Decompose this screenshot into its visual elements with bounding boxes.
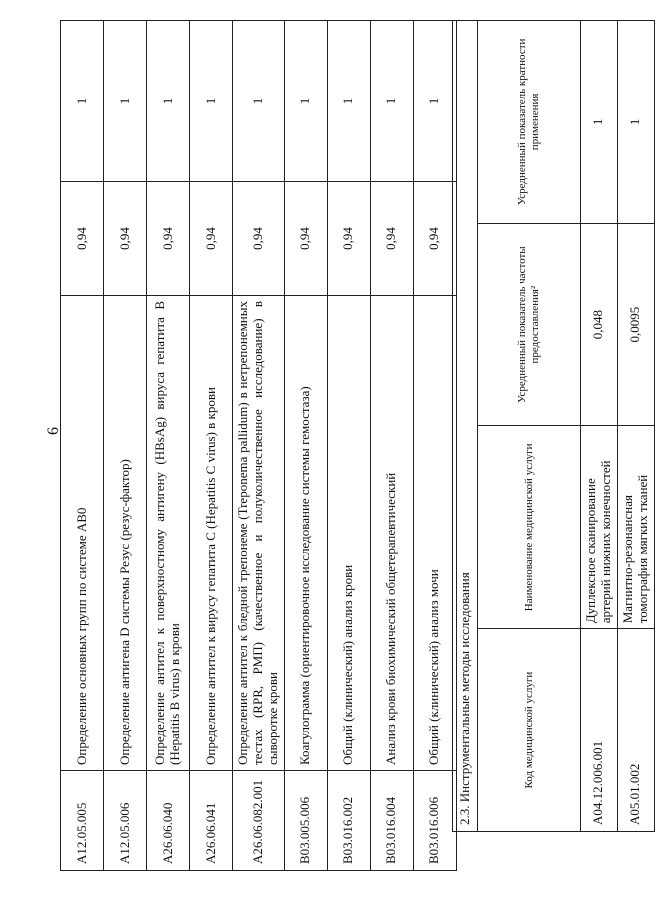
column-header-frequency: Усредненный показатель частоты предоставления² bbox=[478, 223, 581, 426]
column-header-code: Код медицинской услуги bbox=[478, 629, 581, 832]
column-header-name: Наименование медицинской услуги bbox=[478, 426, 581, 629]
service-name: Определение антигена D системы Резус (резус-фактор) bbox=[104, 296, 147, 771]
multiplicity-value: 1 bbox=[370, 21, 413, 182]
table-row bbox=[190, 21, 233, 871]
service-name: Определение антител к бледной трепонеме (Treponema pallidum) в нетрепонемных тестах (RPR, РМП) (качественное и полуколичественное исследование) в сыворотке крови bbox=[233, 296, 285, 771]
table-row bbox=[61, 21, 104, 871]
service-code: A26.06.040 bbox=[147, 771, 190, 871]
service-code: B03.016.002 bbox=[327, 771, 370, 871]
service-name: Определение антител к вирусу гепатита C (Hepatitis C virus) в крови bbox=[190, 296, 233, 771]
section-row bbox=[453, 21, 478, 832]
page-number: 6 bbox=[45, 427, 62, 435]
service-name: Коагулограмма (ориентировочное исследование системы гемостаза) bbox=[284, 296, 327, 771]
instrumental-methods-table bbox=[452, 20, 655, 832]
service-code: B03.016.004 bbox=[370, 771, 413, 871]
multiplicity-value: 1 bbox=[61, 21, 104, 182]
service-code: A04.12.006.001 bbox=[581, 629, 618, 832]
header-row bbox=[478, 21, 581, 832]
multiplicity-value: 1 bbox=[413, 21, 456, 182]
multiplicity-value: 1 bbox=[147, 21, 190, 182]
section-title: 2.3. Инструментальные методы исследования bbox=[453, 21, 478, 832]
multiplicity-value: 1 bbox=[190, 21, 233, 182]
frequency-value: 0,94 bbox=[413, 182, 456, 296]
frequency-value: 0,94 bbox=[233, 182, 285, 296]
multiplicity-value: 1 bbox=[327, 21, 370, 182]
frequency-value: 0,94 bbox=[61, 182, 104, 296]
multiplicity-value: 1 bbox=[581, 21, 618, 224]
service-name: Общий (клинический) анализ крови bbox=[327, 296, 370, 771]
multiplicity-value: 1 bbox=[284, 21, 327, 182]
frequency-value: 0,94 bbox=[190, 182, 233, 296]
rotated-page-content bbox=[60, 20, 650, 871]
frequency-value: 0,048 bbox=[581, 223, 618, 426]
table-row bbox=[370, 21, 413, 871]
service-code: B03.005.006 bbox=[284, 771, 327, 871]
table-row bbox=[104, 21, 147, 871]
table-row bbox=[413, 21, 456, 871]
multiplicity-value: 1 bbox=[233, 21, 285, 182]
table-row bbox=[581, 21, 618, 832]
frequency-value: 0,94 bbox=[284, 182, 327, 296]
service-name: Магнитно-резонансная томография мягких тканей bbox=[617, 426, 654, 629]
table-row bbox=[147, 21, 190, 871]
service-code: A26.06.082.001 bbox=[233, 771, 285, 871]
frequency-value: 0,94 bbox=[104, 182, 147, 296]
table-row bbox=[284, 21, 327, 871]
frequency-value: 0,94 bbox=[370, 182, 413, 296]
service-code: A26.06.041 bbox=[190, 771, 233, 871]
service-name: Дуплексное сканирование артерий нижних конечностей bbox=[581, 426, 618, 629]
service-name: Анализ крови биохимический общетерапевтический bbox=[370, 296, 413, 771]
table-row bbox=[233, 21, 285, 871]
service-code: A12.05.005 bbox=[61, 771, 104, 871]
service-code: A12.05.006 bbox=[104, 771, 147, 871]
service-name: Определение антител к поверхностному антигену (HBsAg) вируса гепатита B (Hepatitis B virus) в крови bbox=[147, 296, 190, 771]
table-row bbox=[617, 21, 654, 832]
frequency-value: 0,94 bbox=[147, 182, 190, 296]
multiplicity-value: 1 bbox=[104, 21, 147, 182]
lab-tests-table bbox=[60, 20, 457, 871]
frequency-value: 0,0095 bbox=[617, 223, 654, 426]
frequency-value: 0,94 bbox=[327, 182, 370, 296]
service-code: A05.01.002 bbox=[617, 629, 654, 832]
service-code: B03.016.006 bbox=[413, 771, 456, 871]
column-header-multiplicity: Усредненный показатель кратности применения bbox=[478, 21, 581, 224]
service-name: Определение основных групп по системе AB0 bbox=[61, 296, 104, 771]
service-name: Общий (клинический) анализ мочи bbox=[413, 296, 456, 771]
multiplicity-value: 1 bbox=[617, 21, 654, 224]
table-row bbox=[327, 21, 370, 871]
